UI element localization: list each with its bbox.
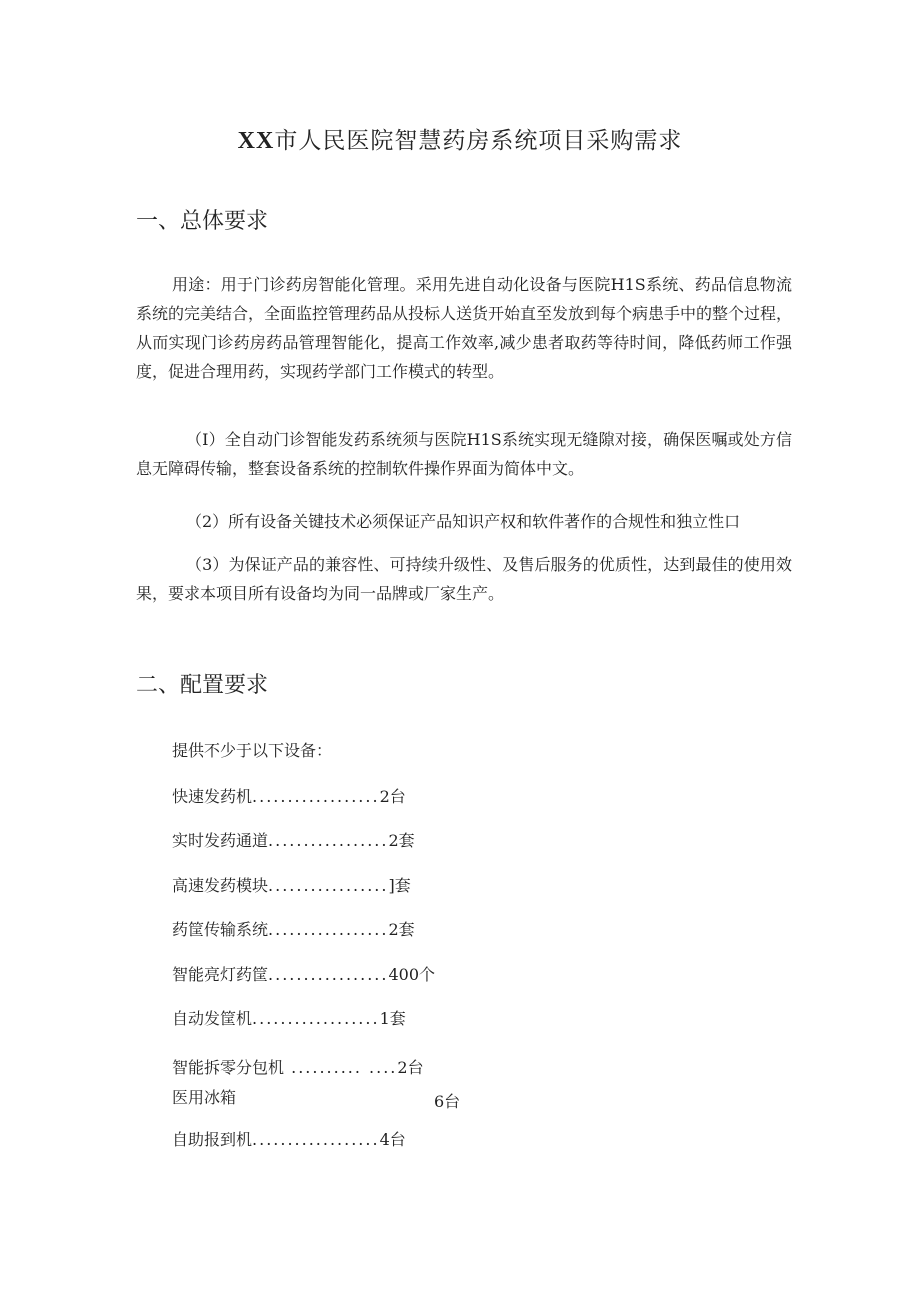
- equipment-intro: 提供不少于以下设备：: [172, 741, 333, 760]
- paragraph-requirement-1: （I）全自动门诊智能发药系统须与医院H1S系统实现无缝隙对接，确保医嘱或处方信息无障碍传输，整套设备系统的控制软件操作界面为简体中文。: [136, 430, 792, 478]
- item-quantity: 400个: [388, 965, 436, 984]
- equipment-item: [172, 828, 415, 851]
- item-name: 智能亮灯药筐: [172, 965, 269, 984]
- item-leader: .......... ....: [284, 1058, 398, 1077]
- item-name: 高速发药模块: [172, 876, 269, 895]
- item-leader: ..................: [252, 1130, 380, 1149]
- item-quantity: 2套: [388, 920, 415, 939]
- item-quantity: 2套: [388, 831, 415, 850]
- item-leader: .................: [268, 876, 389, 895]
- document-title: [0, 122, 920, 155]
- item-quantity: 6台: [434, 1092, 461, 1111]
- equipment-item: [172, 873, 411, 896]
- equipment-item: [172, 1055, 424, 1078]
- item-name: 自动发筐机: [172, 1009, 253, 1028]
- paragraph-requirement-3: （3）为保证产品的兼容性、可持续升级性、及售后服务的优质性，达到最佳的使用效果，要求本项目所有设备均为同一品牌或厂家生产。: [136, 555, 792, 603]
- paragraph-purpose: 用途：用于门诊药房智能化管理。采用先进自动化设备与医院H1S系统、药品信息物流系统的完美结合，全面监控管理药品从投标人送货开始直至发放到每个病患手中的整个过程，从而实现门诊药房药品管理智能化，提高工作效率,减少患者取药等待时间，降低药师工作强度，促进合理用药，实现药学部门工作模式的转型。: [136, 275, 793, 381]
- paragraph-requirement-2: （2）所有设备关键技术必须保证产品知识产权和软件著作的合规性和独立性口: [186, 512, 741, 531]
- item-name: 自助报到机: [172, 1130, 253, 1149]
- equipment-item: [172, 784, 406, 807]
- equipment-item: [172, 1127, 406, 1150]
- item-leader: ..................: [252, 787, 380, 806]
- item-name: 医用冰箱: [172, 1088, 237, 1107]
- item-leader: ..................: [252, 1009, 380, 1028]
- section-2-heading: 二、配置要求: [136, 673, 269, 698]
- item-quantity: 2台: [379, 787, 406, 806]
- item-quantity: 1套: [379, 1009, 406, 1028]
- section-1-heading: 一、总体要求: [136, 209, 269, 234]
- equipment-item: [172, 917, 415, 940]
- item-quantity: ]套: [388, 876, 411, 895]
- equipment-item: [172, 1085, 472, 1111]
- title-main: 市人民医院智慧药房系统项目采购需求: [274, 128, 683, 154]
- equipment-item: [172, 962, 435, 985]
- equipment-item: [172, 1006, 406, 1029]
- item-name: 智能拆零分包机: [172, 1058, 285, 1077]
- title-prefix: XX: [237, 128, 275, 154]
- item-leader: .................: [268, 920, 389, 939]
- item-leader: .................: [268, 965, 389, 984]
- item-quantity: 2台: [397, 1058, 424, 1077]
- item-name: 快速发药机: [172, 787, 253, 806]
- item-quantity: 4台: [379, 1130, 406, 1149]
- item-name: 实时发药通道: [172, 831, 269, 850]
- item-name: 药筐传输系统: [172, 920, 269, 939]
- item-leader: .................: [268, 831, 389, 850]
